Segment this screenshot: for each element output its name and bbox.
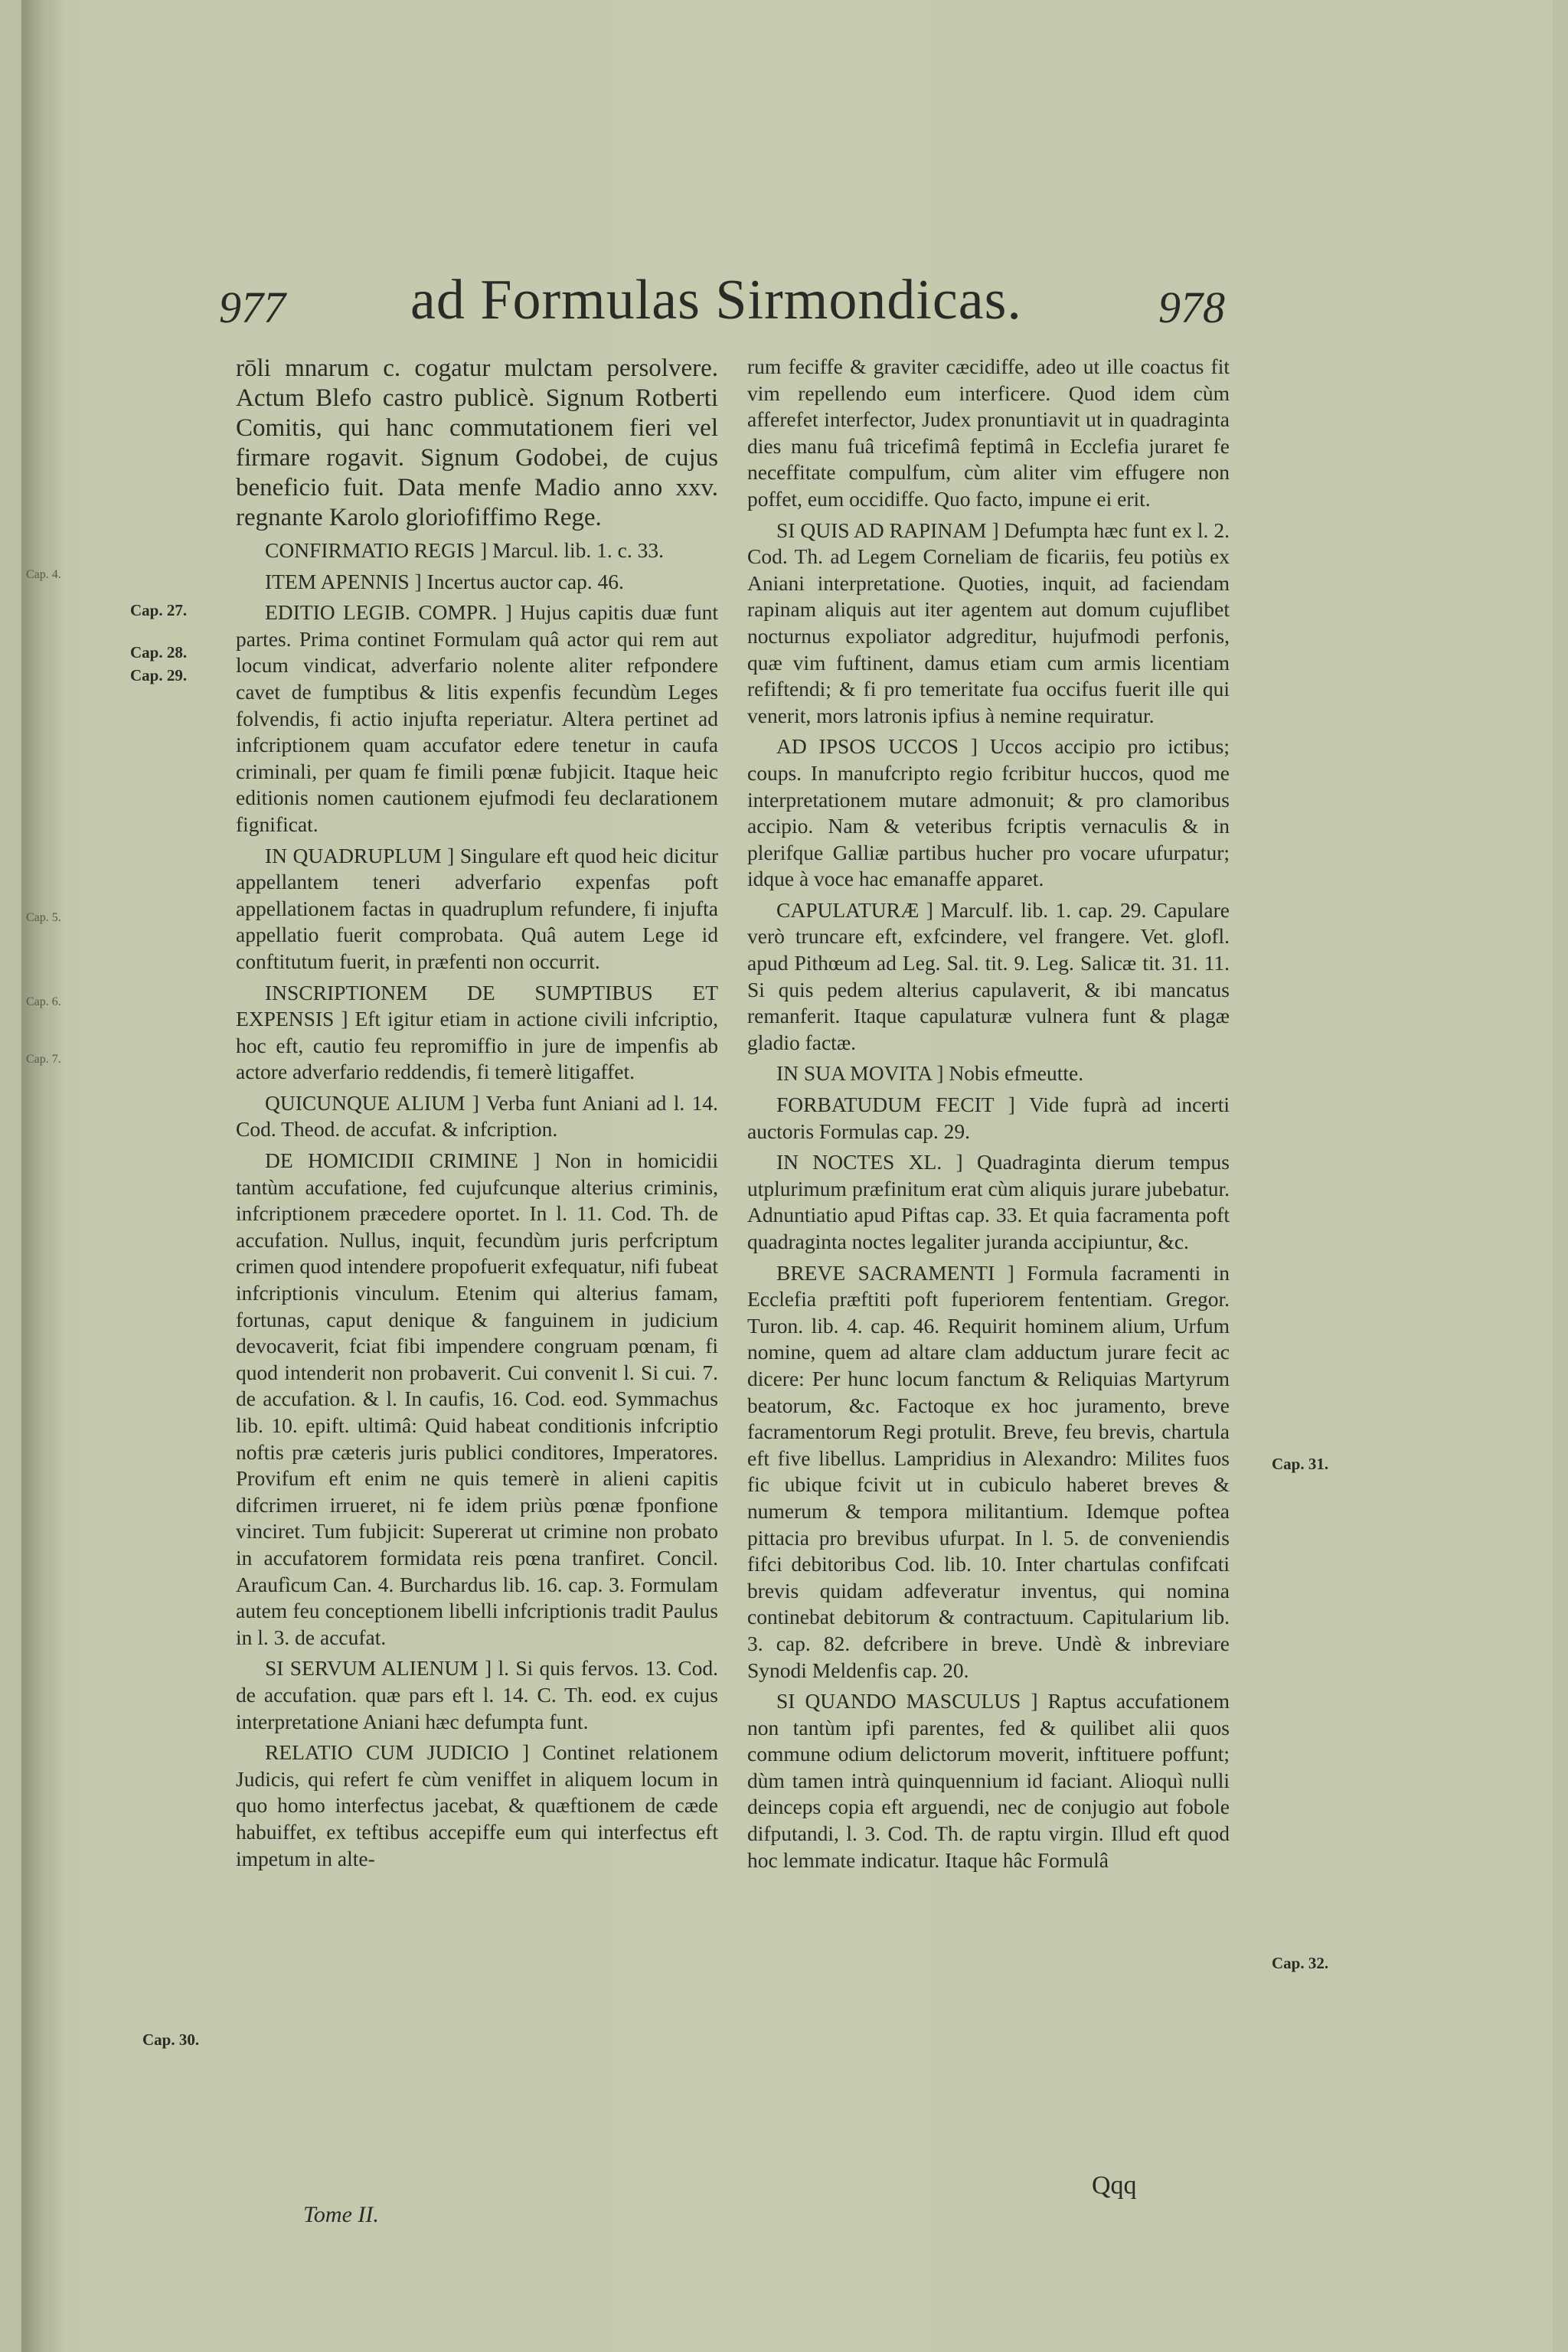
margin-note: Cap. 29. [130, 666, 188, 684]
paragraph: EDITIO LEGIB. COMPR. ] Hujus capitis duæ funt partes. Prima continet Formulam quâ actor qui rem aut locum vindicat, adverfario nolente aliter refpondere cavet de fumptibus & litis expenfis fecundùm Leges folvendis, fi actio injufta reperiatur. Altera pertinet ad infcriptionem quam accufator edere tenetur in caufa criminali, per quam fe fimili pœnæ fubjicit. Itaque heic editionis nomen cautionem ejufmodi feu declarationem fignificat. [236, 600, 718, 836]
left-column [236, 354, 718, 1877]
paragraph: DE HOMICIDII CRIMINE ] Non in homicidii tantùm accufatione, fed cujufcunque alterius criminis, infcriptionem præcedere oportet. In l. 11. Cod. Th. de accufation. Nullus, inquit, fecundùm juris perfcriptum crimen quod intendere propofuerit exfequatur, nifi fubeat infcriptionis vinculum. Etenim qui alterius famam, fortunas, caput denique & fanguinem in judicium devocaverit, fciat fibi impendere congruam pœnam, fi quod intenderit non probaverit. Cui convenit l. Si cui. 7. de accufation. & l. In caufis, 16. Cod. eod. Symmachus lib. 10. epift. ultimâ: Quid habeat conditionis infcriptio noftis præ cæteris juris publici conditores, Imperatores. Provifum eft enim ne quis temerè in alieni capitis difcrimen irrueret, ni fe idem priùs pœnæ fponfione vinciret. Tum fubjicit: Supererat ut crimine non probato in accufatorem formidata reis pœna tranfiret. Concil. Araufìcum Can. 4. Burchardus lib. 16. cap. 3. Formulam autem feu conceptionem libelli infcriptionis tradit Paulus in l. 3. de accufat. [236, 1148, 718, 1649]
edge-note: Cap. 7. [26, 1053, 61, 1066]
margin-note: Cap. 31. [1272, 1455, 1329, 1473]
right-column [747, 354, 1230, 1878]
paragraph: BREVE SACRAMENTI ] Formula facramenti in Ecclefia præftiti poft fuperiorem fententiam. Gregor. Turon. lib. 4. cap. 46. Requirit hominem alium, Urfum nomine, quem ad altare clam adductum jurare fecit ac dicere: Per hunc locum fanctum & Reliquias Martyrum beatorum, &c. Factoque ex hoc juramento, breve facramentorum Regi protulit. Breve, feu brevis, chartula eft five libellus. Lampridius in Alexandro: Milites fuos fic ubique fcivit ut in cubiculo haberet breves & numerum & tempora militantium. Idemque poftea pittacia pro brevibus ufurpat. In l. 5. de conveniendis fifci debitoribus Cod. lib. 10. Inter chartulas confifcati brevis quidam adfeveratur inventus, qui nomina continebat debitorum & contractuum. Capitularium lib. 3. cap. 82. defcribere in breve. Undè & inbreviare Synodi Meldenfis cap. 20. [747, 1260, 1230, 1682]
paragraph: INSCRIPTIONEM DE SUMPTIBUS ET EXPENSIS ] Eft igitur etiam in actione civili infcriptio, hoc eft, cautio feu repromiffio in jure de impenfis ab actore adverfario reddendis, fi temerè litigaffet. [236, 980, 718, 1084]
paragraph: SI QUIS AD RAPINAM ] Defumpta hæc funt ex l. 2. Cod. Th. ad Legem Corneliam de ficariis, feu potiùs ex Aniani interpretatione. Quoties, inquit, ad faciendam rapinam aliquis aut iter agentem aut domum cujuflibet nocturnus expoliator adgreditur, hujufmodi perfonis, quæ vim fuftinent, damus etiam cum armis licentiam refiftendi; & fi pro temeritate fua occifus fuerit ille qui venerit, mors latronis ipfius à nemine requiratur. [747, 518, 1230, 727]
paragraph: RELATIO CUM JUDICIO ] Continet relationem Judicis, qui refert fe cùm veniffet in aliquem locum in quo homo interfectus jacebat, & quæftionem de cæde habuiffet, ex teftibus accepiffe eum qui interfectus eft impetum in alte- [236, 1740, 718, 1870]
paragraph: QUICUNQUE ALIUM ] Verba funt Aniani ad l. 14. Cod. Theod. de accufat. & infcription. [236, 1090, 718, 1142]
paragraph: SI SERVUM ALIENUM ] l. Si quis fervos. 13. Cod. de accufation. quæ pars eft l. 14. C. Th. eod. ex cujus interpretatione Aniani hæc defumpta funt. [236, 1656, 718, 1733]
margin-note: Cap. 32. [1272, 1954, 1329, 1972]
page-number-right: 978 [1158, 283, 1225, 332]
margin-note: Cap. 30. [142, 2030, 200, 2049]
volume-note: Tome II. [303, 2202, 379, 2227]
edge-note: Cap. 6. [26, 995, 61, 1008]
edge-note: Cap. 4. [26, 568, 61, 581]
paragraph: SI QUANDO MASCULUS ] Raptus accufationem non tantùm ipfi parentes, fed & quilibet alii quos commune odium delictorum moverit, inftituere poffunt; dùm tamen intrà quinquennium id faciant. Alioquì nulli deinceps copia eft arguendi, nec de conjugio aut fobole difputandi, l. 3. Cod. Th. de raptu virgin. Illud eft quod hoc lemmate indicatur. Itaque hâc Formulâ [747, 1689, 1230, 1872]
paragraph: rum feciffe & graviter cæcidiffe, adeo ut ille coactus fit vim repellendo eum interficere. Quod idem cùm afferefet interfector, Judex pronuntiavit ut in quadraginta dies manu fuâ tricefimâ feptimâ in Ecclefia juraret fe neceffitate compulfum, cùm aliter vim effugere non poffet, eum occidiffe. Quo facto, impune ei erit. [747, 354, 1230, 511]
paragraph: ITEM APENNIS ] Incertus auctor cap. 46. [265, 569, 624, 593]
paragraph: FORBATUDUM FECIT ] Vide fuprà ad incerti auctoris Formulas cap. 29. [747, 1093, 1230, 1143]
paragraph: CAPULATURÆ ] Marculf. lib. 1. cap. 29. Capulare verò truncare eft, exfcindere, vel frangere. Vet. glofl. apud Pithœum ad Leg. Sal. tit. 9. Leg. Salicæ tit. 31. 11. Si quis pedem alterius capulaverit, & ibi mancatus remanferit. Itaque capulaturæ vulnera funt & plagæ gladio factæ. [747, 897, 1230, 1054]
paragraph: rōli mnarum c. cogatur mulctam persolvere. Actum Blefo castro publicè. Signum Rotberti Comitis, qui hanc commutationem fieri vel firmare rogavit. Signum Godobei, de cujus beneficio fuit. Data menfe Madio anno xxv. regnante Karolo gloriofiffimo Rege. [236, 354, 718, 531]
book-binding [21, 0, 49, 2352]
page-sheet [21, 0, 1553, 2352]
page-number-left: 977 [219, 283, 286, 332]
running-title: ad Formulas Sirmondicas. [410, 269, 1022, 332]
edge-note: Cap. 5. [26, 911, 61, 924]
paragraph: IN SUA MOVITA ] Nobis efmeutte. [776, 1061, 1084, 1086]
facing-page-edge [49, 0, 67, 2352]
paragraph: IN QUADRUPLUM ] Singulare eft quod heic dicitur appellantem teneri adverfario expenfas poft appellationem factas in quadruplum refundere, fi injufta appellatio fuerit comprobata. Quâ autem Lege id conftitutum fuerit, in præfenti non occurrit. [236, 843, 718, 973]
margin-note: Cap. 28. [130, 643, 188, 662]
paragraph: AD IPSOS UCCOS ] Uccos accipio pro ictibus; coups. In manufcripto regio fcribitur huccos, quod me interpretationem mutare admonuit; & pro clamoribus accipio. Nam & veteribus fcriptis vernaculis & in plerifque Galliæ partibus hucher pro vocare ufurpatur; idque à voce hac emanaffe apparet. [747, 734, 1230, 891]
margin-note: Cap. 27. [130, 601, 188, 619]
paragraph: CONFIRMATIO REGIS ] Marcul. lib. 1. c. 33. [265, 538, 664, 562]
paragraph: IN NOCTES XL. ] Quadraginta dierum tempus utplurimum præfinitum erat cùm aliquis jurare jubebatur. Adnuntiatio apud Piftas cap. 33. Et quia facramenta poft quadraginta noctes legaliter juranda accipiuntur, &c. [747, 1150, 1230, 1253]
signature-mark: Qqq [1092, 2171, 1137, 2200]
